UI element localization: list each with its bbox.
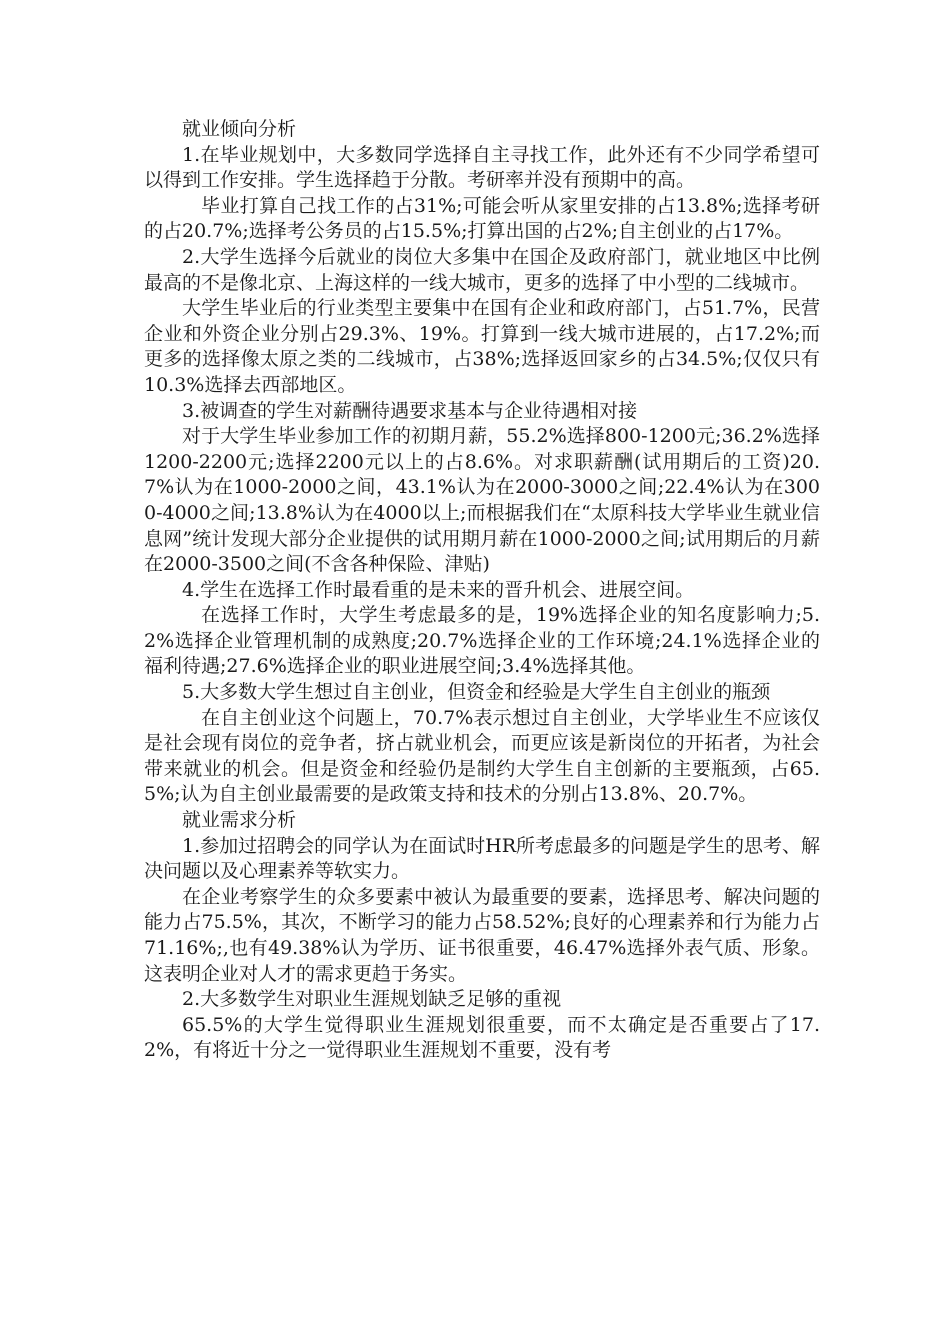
paragraph-point-5: 5.大多数大学生想过自主创业，但资金和经验是大学生自主创业的瓶颈: [182, 681, 771, 704]
paragraph-demand-point-1: 1.参加过招聘会的同学认为在面试时HR所考虑最多的问题是学生的思考、解决问题以及心理素养等软实力。: [144, 834, 821, 883]
paragraph-industry-types: 大学生毕业后的行业类型主要集中在国有企业和政府部门，占51.7%，民营企业和外资企业分别占29.3%、19%。打算到一线大城市进展的，占17.2%;而更多的选择像太原之类的二线城市，占38%;选择返回家乡的占34.5%;仅仅只有10.3%选择去西部地区。: [144, 297, 820, 396]
paragraph-point-2: 2.大学生选择今后就业的岗位大多集中在国企及政府部门，就业地区中比例最高的不是像北京、上海这样的一线大城市，更多的选择了中小型的二线城市。: [144, 245, 820, 294]
paragraph-salary: 对于大学生毕业参加工作的初期月薪，55.2%选择800-1200元;36.2%选择1200-2200元;选择2200元以上的占8.6%。对求职薪酬(试用期后的工资)20.7%认为在1000-2000之间，43.1%认为在2000-3000之间;22.4%认为在3000-4000之间;13.8%认为在4000以上;而根据我们在“太原科技大学毕业生就业信息网”统计发现大部分企业提供的试用期月薪在1000-2000之间;试用期后的月薪在2000-3500之间(不含各种保险、津贴): [144, 425, 820, 576]
document-page: [144, 117, 820, 1064]
paragraph-point-4: 4.学生在选择工作时最看重的是未来的晋升机会、进展空间。: [182, 578, 695, 601]
paragraph-career-planning: 65.5%的大学生觉得职业生涯规划很重要，而不太确定是否重要占了17.2%，有将近十分之一觉得职业生涯规划不重要，没有考: [144, 1013, 820, 1062]
section-heading-employment-demand: 就业需求分析: [182, 809, 297, 832]
paragraph-enterprise-factors: 在企业考察学生的众多要素中被认为最重要的要素，选择思考、解决问题的能力占75.5%，其次，不断学习的能力占58.52%;良好的心理素养和行为能力占71.16%;,也有49.38%认为学历、证书很重要，46.47%选择外表气质、形象。这表明企业对人才的需求更趋于务实。: [144, 885, 820, 985]
paragraph-entrepreneurship: 在自主创业这个问题上，70.7%表示想过自主创业，大学毕业生不应该仅是社会现有岗位的竞争者，挤占就业机会，而更应该是新岗位的开拓者，为社会带来就业的机会。但是资金和经验仍是制约大学生自主创新的主要瓶颈，占65.5%;认为自主创业最需要的是政策支持和技术的分别占13.8%、20.7%。: [144, 706, 820, 806]
paragraph-point-1: 1.在毕业规划中，大多数同学选择自主寻找工作，此外还有不少同学希望可以得到工作安排。学生选择趋于分散。考研率并没有预期中的高。: [144, 143, 820, 192]
paragraph-graduation-plans: 毕业打算自己找工作的占31%;可能会听从家里安排的占13.8%;选择考研的占20.7%;选择考公务员的占15.5%;打算出国的占2%;自主创业的占17%。: [144, 194, 820, 243]
section-heading-employment-tendency: 就业倾向分析: [182, 118, 297, 140]
paragraph-demand-point-2: 2.大多数学生对职业生涯规划缺乏足够的重视: [182, 988, 562, 1011]
paragraph-point-3: 3.被调查的学生对薪酬待遇要求基本与企业待遇相对接: [182, 399, 638, 422]
paragraph-job-selection: 在选择工作时，大学生考虑最多的是，19%选择企业的知名度影响力;5.2%选择企业管理机制的成熟度;20.7%选择企业的工作环境;24.1%选择企业的福利待遇;27.6%选择企业的职业进展空间;3.4%选择其他。: [144, 604, 820, 678]
